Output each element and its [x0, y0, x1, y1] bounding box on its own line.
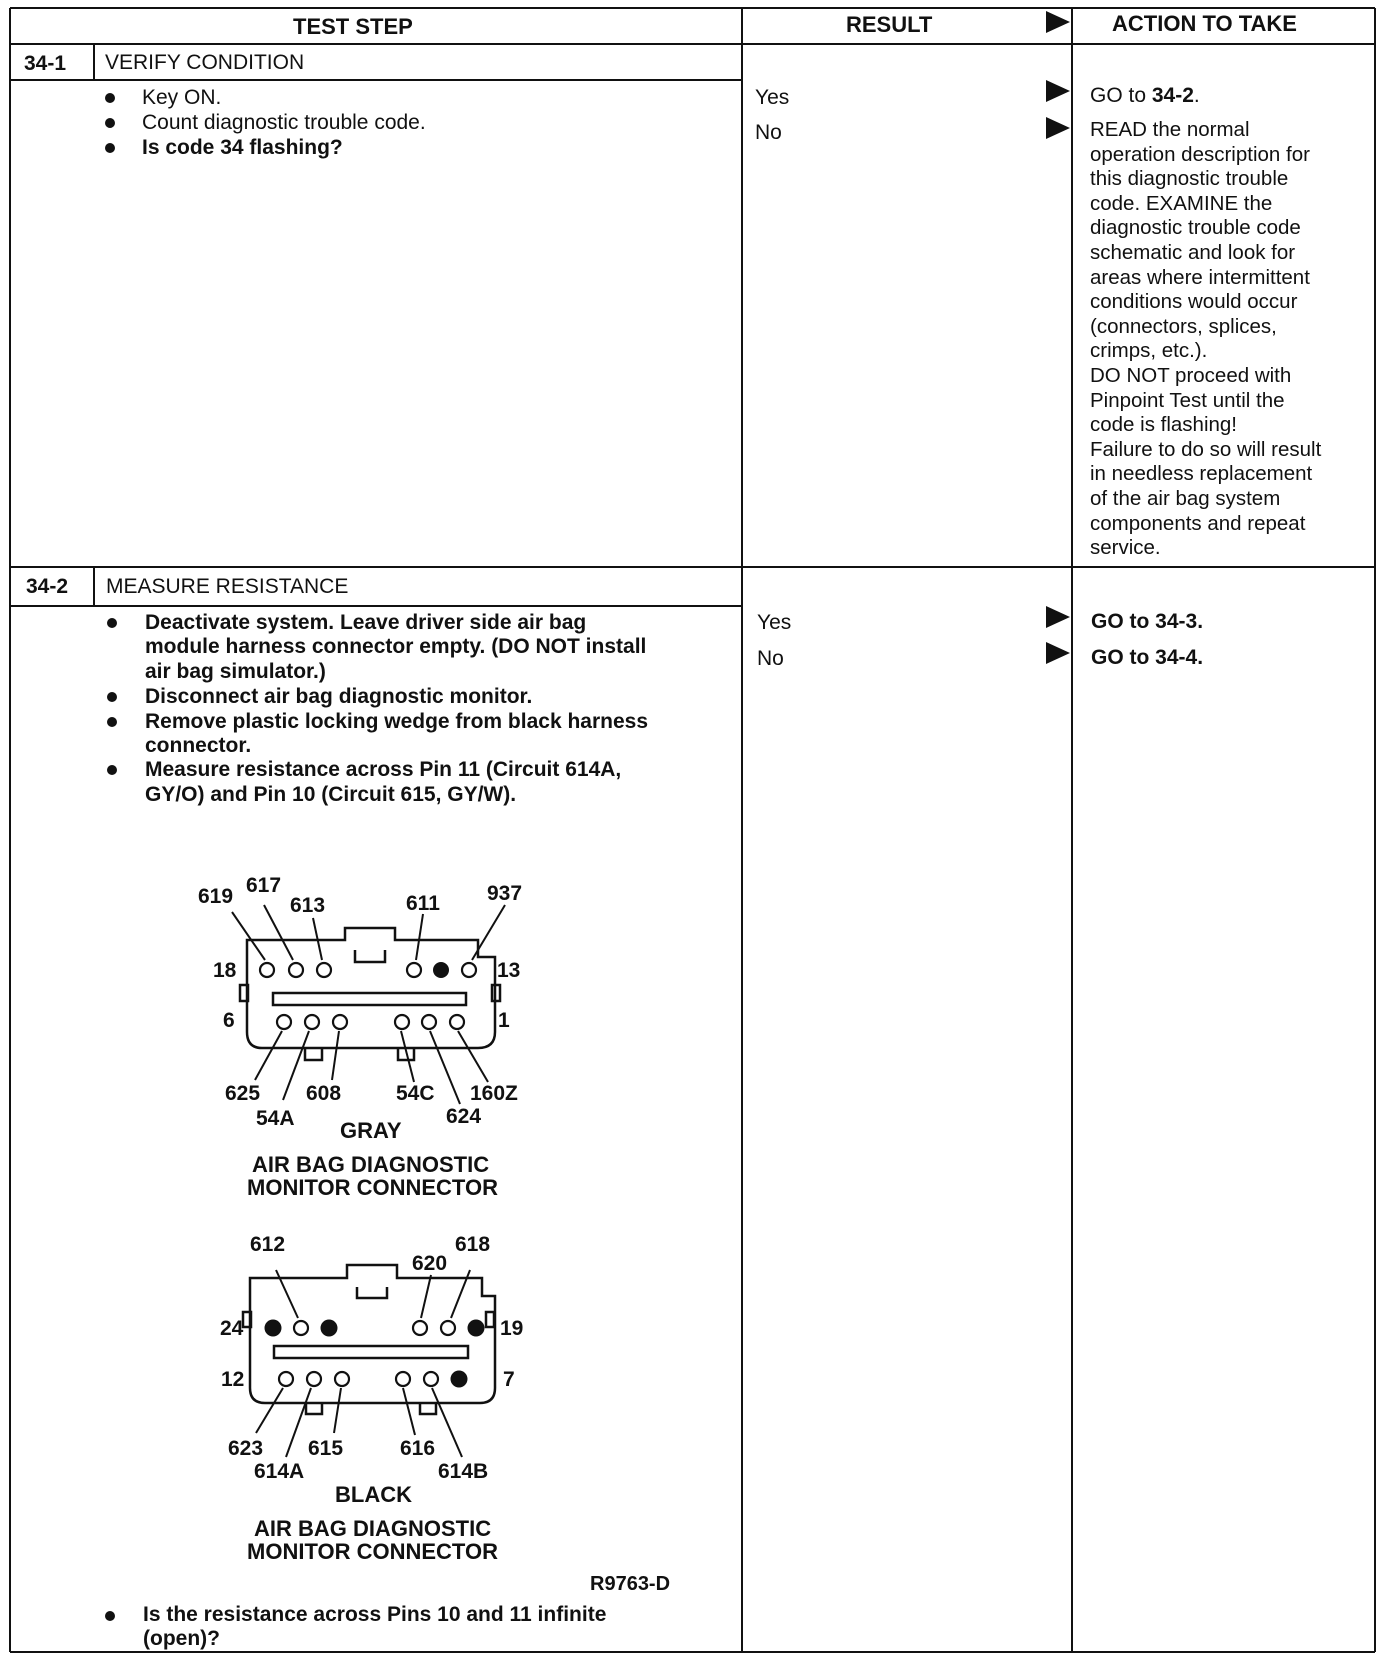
action-target: 34-2	[1151, 84, 1194, 107]
step2-no-arrow-icon	[1046, 642, 1070, 664]
action-line: READ the normal	[1090, 118, 1250, 141]
header-arrow-icon	[1046, 11, 1070, 33]
action-line: this diagnostic trouble	[1090, 167, 1289, 191]
header-test-step: TEST STEP	[293, 14, 413, 39]
action-target: 34-4	[1155, 646, 1198, 669]
action-target: 34-3	[1155, 610, 1198, 633]
step1-result-yes: Yes	[755, 86, 790, 109]
black-pin-12: 12	[221, 1368, 245, 1391]
header-result: RESULT	[846, 12, 933, 37]
gray-connector-diagram	[0, 0, 742, 1210]
action-line: areas where intermittent	[1090, 265, 1310, 289]
action-line: service.	[1090, 536, 1161, 560]
step2-bullet-4-line1: Measure resistance across Pin 11 (Circuit 614A,	[145, 758, 622, 781]
black-label-620: 620	[412, 1252, 448, 1275]
gray-pin-6: 6	[223, 1009, 235, 1032]
step2-action-yes	[1091, 610, 1203, 634]
step2-number: 34-2	[26, 575, 69, 598]
action-line: Failure to do so will result	[1090, 437, 1322, 461]
step1-action-yes	[1090, 84, 1200, 108]
gray-label-54A: 54A	[256, 1107, 295, 1130]
action-line: schematic and look for	[1090, 240, 1296, 264]
gray-caption-line2: MONITOR CONNECTOR	[247, 1175, 498, 1200]
step2-bullet-1-line1: Deactivate system. Leave driver side air bag	[145, 611, 587, 634]
action-line: operation description for	[1090, 142, 1310, 166]
bullet-icon	[105, 1611, 115, 1621]
step2-bullet-2: Disconnect air bag diagnostic monitor.	[145, 685, 533, 708]
action-prefix: GO to	[1091, 646, 1156, 669]
gray-label-608: 608	[306, 1082, 342, 1105]
action-line: diagnostic trouble code	[1090, 216, 1301, 240]
gray-color-label: GRAY	[340, 1118, 402, 1143]
gray-label-624: 624	[446, 1105, 482, 1128]
step1-yes-arrow-icon	[1046, 80, 1070, 102]
step1-action-no	[1090, 118, 1321, 561]
black-label-614B: 614B	[438, 1460, 489, 1483]
step2-action-no	[1091, 646, 1203, 670]
action-line: crimps, etc.).	[1090, 339, 1208, 363]
black-color-label: BLACK	[335, 1482, 412, 1507]
black-label-616: 616	[400, 1437, 436, 1460]
gray-label-54C: 54C	[396, 1082, 435, 1105]
step1-no-arrow-icon	[1046, 117, 1070, 139]
action-prefix: GO to	[1090, 84, 1152, 107]
black-label-615: 615	[308, 1437, 344, 1460]
step2-question-line2: (open)?	[143, 1627, 220, 1650]
black-label-612: 612	[250, 1233, 286, 1256]
step1-title: VERIFY CONDITION	[105, 51, 305, 74]
action-suffix: .	[1197, 646, 1204, 669]
black-caption-line2: MONITOR CONNECTOR	[247, 1539, 498, 1564]
gray-label-160Z: 160Z	[470, 1082, 518, 1105]
gray-label-613: 613	[290, 894, 326, 917]
action-line: components and repeat	[1090, 511, 1306, 535]
step2-bullet-3-line1: Remove plastic locking wedge from black harness	[145, 710, 649, 733]
step2-result-no: No	[757, 647, 784, 670]
black-pin-19: 19	[500, 1317, 524, 1340]
step1-result-no: No	[755, 121, 782, 144]
black-caption-line1: AIR BAG DIAGNOSTIC	[254, 1516, 492, 1541]
action-line: in needless replacement	[1090, 462, 1313, 486]
action-line: (connectors, splices,	[1090, 314, 1277, 338]
step2-bullet-4-line2: GY/O) and Pin 10 (Circuit 615, GY/W).	[145, 783, 517, 806]
action-line: Pinpoint Test until the	[1090, 388, 1285, 412]
gray-caption-line1: AIR BAG DIAGNOSTIC	[252, 1152, 490, 1177]
gray-pin-18: 18	[213, 959, 237, 982]
black-connector-diagram	[0, 1210, 742, 1656]
header-action: ACTION TO TAKE	[1112, 11, 1297, 36]
action-line: DO NOT proceed with	[1090, 363, 1292, 387]
action-suffix: .	[1197, 610, 1204, 633]
black-pin-7: 7	[503, 1368, 515, 1391]
step2-yes-arrow-icon	[1046, 606, 1070, 628]
step2-question-line1: Is the resistance across Pins 10 and 11 infinite	[143, 1603, 607, 1626]
black-pin-24: 24	[220, 1317, 244, 1340]
action-line: conditions would occur	[1090, 290, 1298, 314]
step2-bullet-1-line2: module harness connector empty. (DO NOT install	[145, 635, 647, 658]
figure-id: R9763-D	[590, 1573, 671, 1595]
black-label-614A: 614A	[254, 1460, 305, 1483]
action-suffix: .	[1193, 84, 1200, 107]
step2-bullet-1-line3: air bag simulator.)	[145, 660, 326, 683]
gray-label-617: 617	[246, 874, 282, 897]
gray-pin-13: 13	[497, 959, 521, 982]
step2-result-yes: Yes	[757, 611, 792, 634]
step1-bullet-2: Count diagnostic trouble code.	[142, 111, 426, 134]
black-label-618: 618	[455, 1233, 491, 1256]
step2-bullet-3-line2: connector.	[145, 734, 252, 757]
gray-label-619: 619	[198, 885, 234, 908]
step1-bullet-3: Is code 34 flashing?	[142, 136, 343, 159]
gray-label-611: 611	[406, 892, 440, 915]
step1-number: 34-1	[24, 52, 67, 75]
action-prefix: GO to	[1091, 610, 1156, 633]
step1-bullet-1: Key ON.	[142, 86, 222, 109]
step2-title: MEASURE RESISTANCE	[106, 575, 349, 598]
action-line: code is flashing!	[1090, 413, 1238, 437]
gray-label-937: 937	[487, 882, 523, 905]
gray-pin-1: 1	[498, 1009, 510, 1032]
action-line: code. EXAMINE the	[1090, 191, 1273, 215]
gray-label-625: 625	[225, 1082, 261, 1105]
black-label-623: 623	[228, 1437, 264, 1460]
action-line: of the air bag system	[1090, 486, 1281, 510]
